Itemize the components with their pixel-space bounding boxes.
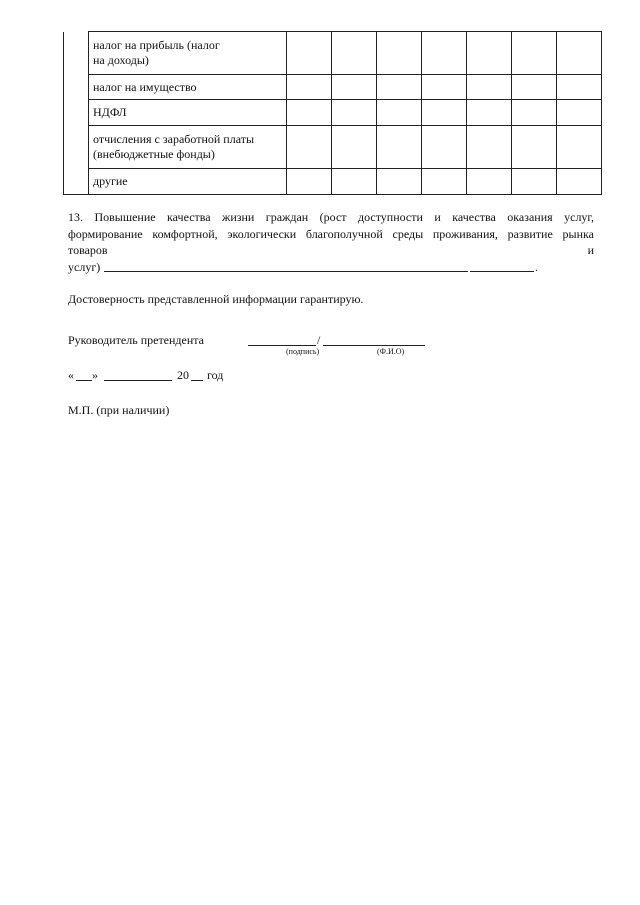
table-cell — [467, 32, 512, 75]
table-cell — [422, 100, 467, 126]
table-row — [64, 75, 602, 100]
table-row-label-line: другие — [93, 174, 128, 188]
table-row-label — [89, 169, 287, 195]
table-cell — [332, 75, 377, 100]
item13-line3-right: и — [587, 243, 594, 257]
table-cell — [512, 32, 557, 75]
year-prefix: 20 — [177, 368, 189, 382]
month-line — [104, 380, 172, 381]
table-cell — [557, 126, 602, 169]
table-cell — [422, 75, 467, 100]
signature-line — [248, 345, 316, 346]
signature-label: Руководитель претендента — [68, 333, 205, 347]
table-indent-cell — [64, 32, 89, 195]
table-cell — [287, 126, 332, 169]
table-cell — [557, 100, 602, 126]
table-cell — [467, 100, 512, 126]
table-row — [64, 100, 602, 126]
table-cell — [377, 100, 422, 126]
table-row-label — [89, 126, 287, 169]
table-row-label-line: (внебюджетные фонды) — [93, 147, 215, 161]
year-suffix: год — [207, 368, 224, 382]
table-cell — [332, 126, 377, 169]
table-cell — [377, 169, 422, 195]
table-cell — [512, 126, 557, 169]
table-row-label-line: на доходы) — [93, 53, 149, 67]
table-cell — [512, 75, 557, 100]
table-cell — [287, 169, 332, 195]
table-cell — [422, 126, 467, 169]
table-row-label-line: НДФЛ — [93, 105, 127, 119]
item13-line1: 13. Повышение качества жизни граждан (рост доступности и качества оказания услуг, — [68, 210, 594, 224]
date-open-quote: « — [68, 368, 74, 382]
item13-line4-start: услуг) — [68, 260, 101, 274]
table-cell — [332, 100, 377, 126]
table-row-label — [89, 75, 287, 100]
tax-table — [63, 31, 602, 195]
item13-period: . — [535, 260, 538, 274]
table-cell — [287, 75, 332, 100]
table-cell — [557, 75, 602, 100]
table-cell — [332, 169, 377, 195]
table-cell — [287, 100, 332, 126]
guarantee-text: Достоверность представленной информации гарантирую. — [68, 292, 364, 306]
table-cell — [512, 100, 557, 126]
fill-line — [470, 271, 534, 272]
table-cell — [287, 32, 332, 75]
table-cell — [422, 169, 467, 195]
signature-caption: (подпись) — [286, 347, 320, 356]
day-line — [76, 380, 92, 381]
table-row — [64, 169, 602, 195]
table-row-label — [89, 100, 287, 126]
table-cell — [377, 75, 422, 100]
signature-separator: / — [317, 333, 321, 347]
table-row-label-line: налог на прибыль (налог — [93, 38, 220, 52]
table-cell — [467, 169, 512, 195]
table-row-label-line: отчисления с заработной платы — [93, 132, 255, 146]
item13-line3-left: товаров — [68, 243, 108, 257]
item13-line3 — [68, 242, 594, 259]
item13-line2: формирование комфортной, экологически благополучной среды проживания, развитие рынка — [68, 227, 594, 241]
table-cell — [467, 126, 512, 169]
fill-line — [104, 271, 468, 272]
year-line — [191, 380, 203, 381]
table-cell — [332, 32, 377, 75]
name-line — [323, 345, 425, 346]
table-cell — [377, 32, 422, 75]
stamp-text: М.П. (при наличии) — [68, 403, 170, 417]
name-caption: (Ф.И.О) — [377, 347, 405, 356]
table-cell — [557, 169, 602, 195]
date-close-quote: » — [92, 368, 98, 382]
table-cell — [377, 126, 422, 169]
table-row-label — [89, 32, 287, 75]
table-cell — [467, 75, 512, 100]
table-row — [64, 32, 602, 75]
item13-line4 — [68, 259, 594, 276]
table-cell — [422, 32, 467, 75]
table-cell — [557, 32, 602, 75]
table-row — [64, 126, 602, 169]
table-row-label-line: налог на имущество — [93, 79, 197, 94]
table-cell — [512, 169, 557, 195]
